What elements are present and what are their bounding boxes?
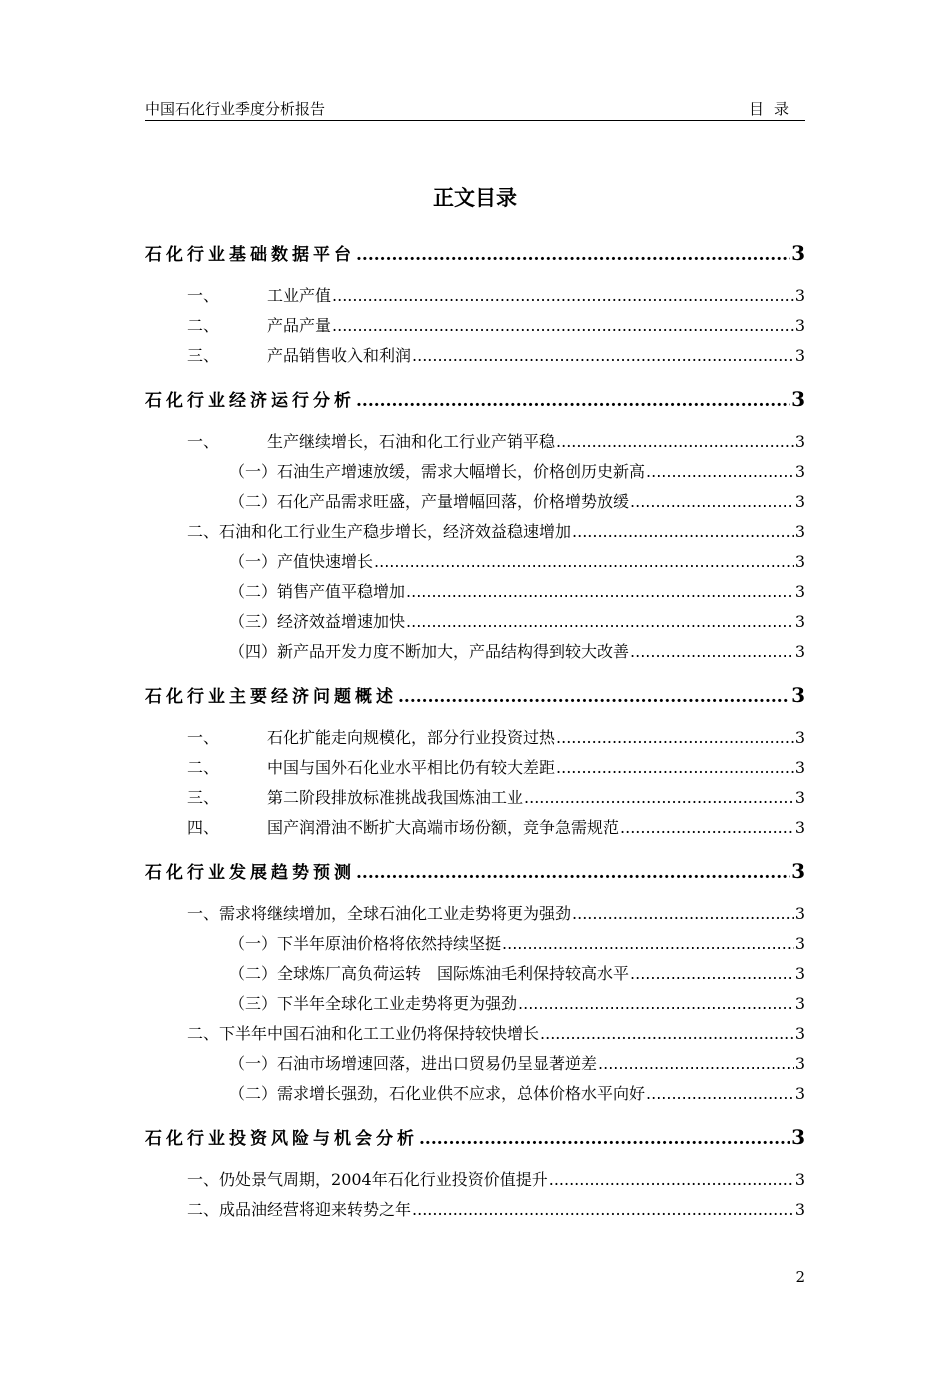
header-section-name: 目录 [748, 100, 799, 118]
toc-entry-number: 一、 [187, 904, 220, 923]
toc-dot-leader [419, 1129, 790, 1149]
toc-entry-label [187, 1167, 548, 1190]
toc-entry-number: 二、 [187, 758, 220, 777]
toc-entry-label [229, 1081, 645, 1104]
toc-dot-leader [646, 462, 794, 481]
toc-entry[interactable] [145, 240, 805, 270]
toc-entry-page: 3 [794, 1084, 805, 1103]
toc-dot-leader [556, 728, 794, 747]
toc-entry-page: 3 [794, 316, 805, 335]
toc-entry-page: 3 [791, 241, 805, 265]
toc-entry-label [229, 579, 405, 602]
toc-entry[interactable] [145, 961, 805, 991]
toc-entry[interactable] [145, 519, 805, 549]
toc-entry-text: 生产继续增长，石油和化工行业产销平稳 [267, 432, 556, 451]
toc-dot-leader [572, 522, 794, 541]
toc-entry-page: 3 [794, 1024, 805, 1043]
toc-entry[interactable] [145, 639, 805, 669]
toc-entry-text: 石油和化工行业生产稳步增长，经济效益稳速增加 [219, 522, 572, 541]
toc-entry-number: 一、 [187, 1170, 220, 1189]
toc-entry[interactable] [145, 549, 805, 579]
toc-entry-page: 3 [794, 552, 805, 571]
toc-entry-text: （一）石油生产增速放缓，需求大幅增长，价格创历史新高 [229, 462, 646, 481]
toc-entry-text: 石化行业投资风险与机会分析 [145, 1129, 418, 1149]
toc-dot-leader [518, 994, 794, 1013]
toc-entry-text: 产品销售收入和利润 [267, 346, 412, 365]
toc-entry-page: 3 [794, 964, 805, 983]
table-of-contents [145, 240, 805, 1227]
toc-entry[interactable] [145, 459, 805, 489]
toc-dot-leader [524, 788, 794, 807]
toc-entry-page: 3 [794, 934, 805, 953]
toc-entry-label [187, 283, 331, 306]
header-report-title: 中国石化行业季度分析报告 [145, 100, 326, 118]
toc-entry-text: （四）新产品开发力度不断加大，产品结构得到较大改善 [229, 642, 630, 661]
toc-entry-text: 第二阶段排放标准挑战我国炼油工业 [267, 788, 524, 807]
toc-entry-page: 3 [791, 387, 805, 411]
toc-entry[interactable] [145, 1167, 805, 1197]
toc-entry-text: 仍处景气周期，2004年石化行业投资价值提升 [219, 1170, 548, 1189]
toc-dot-leader [332, 316, 794, 335]
toc-entry-text: 工业产值 [267, 286, 332, 305]
toc-entry-text: （二）销售产值平稳增加 [229, 582, 406, 601]
toc-dot-leader [630, 492, 794, 511]
toc-entry-page: 3 [794, 788, 805, 807]
toc-entry-page: 3 [794, 1170, 805, 1189]
toc-dot-leader [332, 286, 794, 305]
toc-entry-label [187, 343, 411, 366]
toc-dot-leader [412, 346, 794, 365]
toc-entry-text: 产品产量 [267, 316, 332, 335]
toc-entry-page: 3 [794, 818, 805, 837]
toc-entry[interactable] [145, 429, 805, 459]
toc-entry-page: 3 [794, 994, 805, 1013]
toc-entry-page: 3 [794, 728, 805, 747]
toc-entry-number: 二、 [187, 1200, 220, 1219]
toc-entry-number: 三、 [187, 346, 220, 365]
toc-entry-label [229, 1051, 597, 1074]
toc-entry-text: （一）产值快速增长 [229, 552, 374, 571]
toc-entry[interactable] [145, 931, 805, 961]
toc-entry[interactable] [145, 1197, 805, 1227]
toc-dot-leader [406, 612, 794, 631]
toc-entry-page: 3 [794, 462, 805, 481]
toc-entry-text: 下半年中国石油和化工工业仍将保持较快增长 [219, 1024, 540, 1043]
toc-dot-leader [540, 1024, 794, 1043]
toc-entry-number: 二、 [187, 1024, 220, 1043]
toc-entry-label [229, 931, 501, 954]
toc-entry-number: 一、 [187, 432, 220, 451]
toc-entry-page: 3 [791, 1125, 805, 1149]
toc-dot-leader [356, 391, 790, 411]
toc-entry-label [145, 386, 355, 411]
toc-dot-leader [598, 1054, 794, 1073]
page-title: 正文目录 [433, 186, 517, 210]
toc-entry-label [187, 1197, 411, 1220]
toc-entry[interactable] [145, 815, 805, 845]
toc-entry-text: （二）石化产品需求旺盛，产量增幅回落，价格增势放缓 [229, 492, 630, 511]
toc-entry-page: 3 [794, 492, 805, 511]
toc-dot-leader [356, 863, 790, 883]
toc-entry-label [187, 755, 555, 778]
toc-entry-label [187, 725, 555, 748]
toc-entry-text: 石化行业基础数据平台 [145, 245, 355, 265]
toc-entry-page: 3 [794, 642, 805, 661]
toc-entry-text: 石化扩能走向规模化，部分行业投资过热 [267, 728, 556, 747]
toc-entry-label [145, 682, 397, 707]
toc-entry-label [187, 785, 523, 808]
toc-entry-number: 二、 [187, 316, 220, 335]
toc-entry-number: 二、 [187, 522, 220, 541]
toc-entry-label [229, 961, 629, 984]
toc-dot-leader [646, 1084, 794, 1103]
toc-entry-label [187, 901, 571, 924]
toc-entry-label [145, 1124, 418, 1149]
toc-dot-leader [398, 687, 790, 707]
toc-entry-label [229, 609, 405, 632]
toc-entry[interactable] [145, 283, 805, 313]
toc-entry-page: 3 [794, 522, 805, 541]
toc-entry-label [187, 313, 331, 336]
toc-entry-label [145, 240, 355, 265]
toc-dot-leader [556, 758, 794, 777]
toc-entry-label [145, 858, 355, 883]
toc-entry-number: 一、 [187, 728, 220, 747]
toc-entry-label [187, 815, 619, 838]
toc-entry[interactable] [145, 755, 805, 785]
toc-dot-leader [549, 1170, 794, 1189]
toc-entry-page: 3 [794, 758, 805, 777]
toc-entry-text: 国产润滑油不断扩大高端市场份额，竞争急需规范 [267, 818, 620, 837]
toc-entry-label [187, 429, 555, 452]
toc-dot-leader [356, 245, 790, 265]
toc-dot-leader [406, 582, 794, 601]
toc-entry-text: （三）经济效益增速加快 [229, 612, 406, 631]
toc-entry-text: （一）下半年原油价格将依然持续坚挺 [229, 934, 502, 953]
toc-entry-text: （三）下半年全球化工业走势将更为强劲 [229, 994, 518, 1013]
toc-entry-page: 3 [794, 432, 805, 451]
toc-entry-page: 3 [791, 683, 805, 707]
toc-dot-leader [620, 818, 794, 837]
toc-dot-leader [502, 934, 794, 953]
toc-entry[interactable] [145, 991, 805, 1021]
toc-entry[interactable] [145, 1124, 805, 1154]
toc-dot-leader [556, 432, 794, 451]
toc-entry-number: 三、 [187, 788, 220, 807]
toc-entry[interactable] [145, 343, 805, 373]
toc-dot-leader [630, 642, 794, 661]
toc-entry-page: 3 [794, 286, 805, 305]
toc-entry[interactable] [145, 901, 805, 931]
toc-entry[interactable] [145, 1051, 805, 1081]
toc-entry-page: 3 [794, 904, 805, 923]
toc-entry-text: （一）石油市场增速回落，进出口贸易仍呈显著逆差 [229, 1054, 598, 1073]
toc-entry[interactable] [145, 386, 805, 416]
toc-entry-label [187, 1021, 539, 1044]
toc-entry-text: （二）需求增长强劲，石化业供不应求，总体价格水平向好 [229, 1084, 646, 1103]
toc-entry-page: 3 [794, 612, 805, 631]
toc-entry-label [229, 459, 645, 482]
toc-entry[interactable] [145, 489, 805, 519]
toc-entry[interactable] [145, 725, 805, 755]
toc-entry-page: 3 [794, 346, 805, 365]
toc-entry-number: 四、 [187, 818, 220, 837]
toc-entry[interactable] [145, 1021, 805, 1051]
toc-entry[interactable] [145, 785, 805, 815]
toc-entry-text: 中国与国外石化业水平相比仍有较大差距 [267, 758, 556, 777]
toc-entry-text: （二）全球炼厂高负荷运转 国际炼油毛利保持较高水平 [229, 964, 630, 983]
toc-entry-text: 石化行业经济运行分析 [145, 391, 355, 411]
toc-entry[interactable] [145, 1081, 805, 1111]
toc-entry[interactable] [145, 858, 805, 888]
toc-dot-leader [630, 964, 794, 983]
toc-dot-leader [374, 552, 794, 571]
toc-dot-leader [572, 904, 794, 923]
toc-entry-label [229, 639, 629, 662]
toc-entry-label [187, 519, 571, 542]
running-header [145, 98, 805, 121]
toc-entry[interactable] [145, 313, 805, 343]
toc-entry-text: 石化行业发展趋势预测 [145, 863, 355, 883]
toc-entry-page: 3 [794, 1200, 805, 1219]
toc-entry-text: 石化行业主要经济问题概述 [145, 687, 397, 707]
page-number: 2 [795, 1268, 805, 1286]
toc-entry-page: 3 [794, 1054, 805, 1073]
toc-entry-page: 3 [794, 582, 805, 601]
toc-entry-label [229, 549, 373, 572]
toc-dot-leader [412, 1200, 794, 1219]
toc-entry-label [229, 489, 629, 512]
toc-entry[interactable] [145, 579, 805, 609]
toc-entry-page: 3 [791, 859, 805, 883]
toc-entry-number: 一、 [187, 286, 220, 305]
toc-entry-text: 成品油经营将迎来转势之年 [219, 1200, 412, 1219]
toc-entry[interactable] [145, 609, 805, 639]
toc-entry-label [229, 991, 517, 1014]
toc-entry-text: 需求将继续增加，全球石油化工业走势将更为强劲 [219, 904, 572, 923]
toc-entry[interactable] [145, 682, 805, 712]
